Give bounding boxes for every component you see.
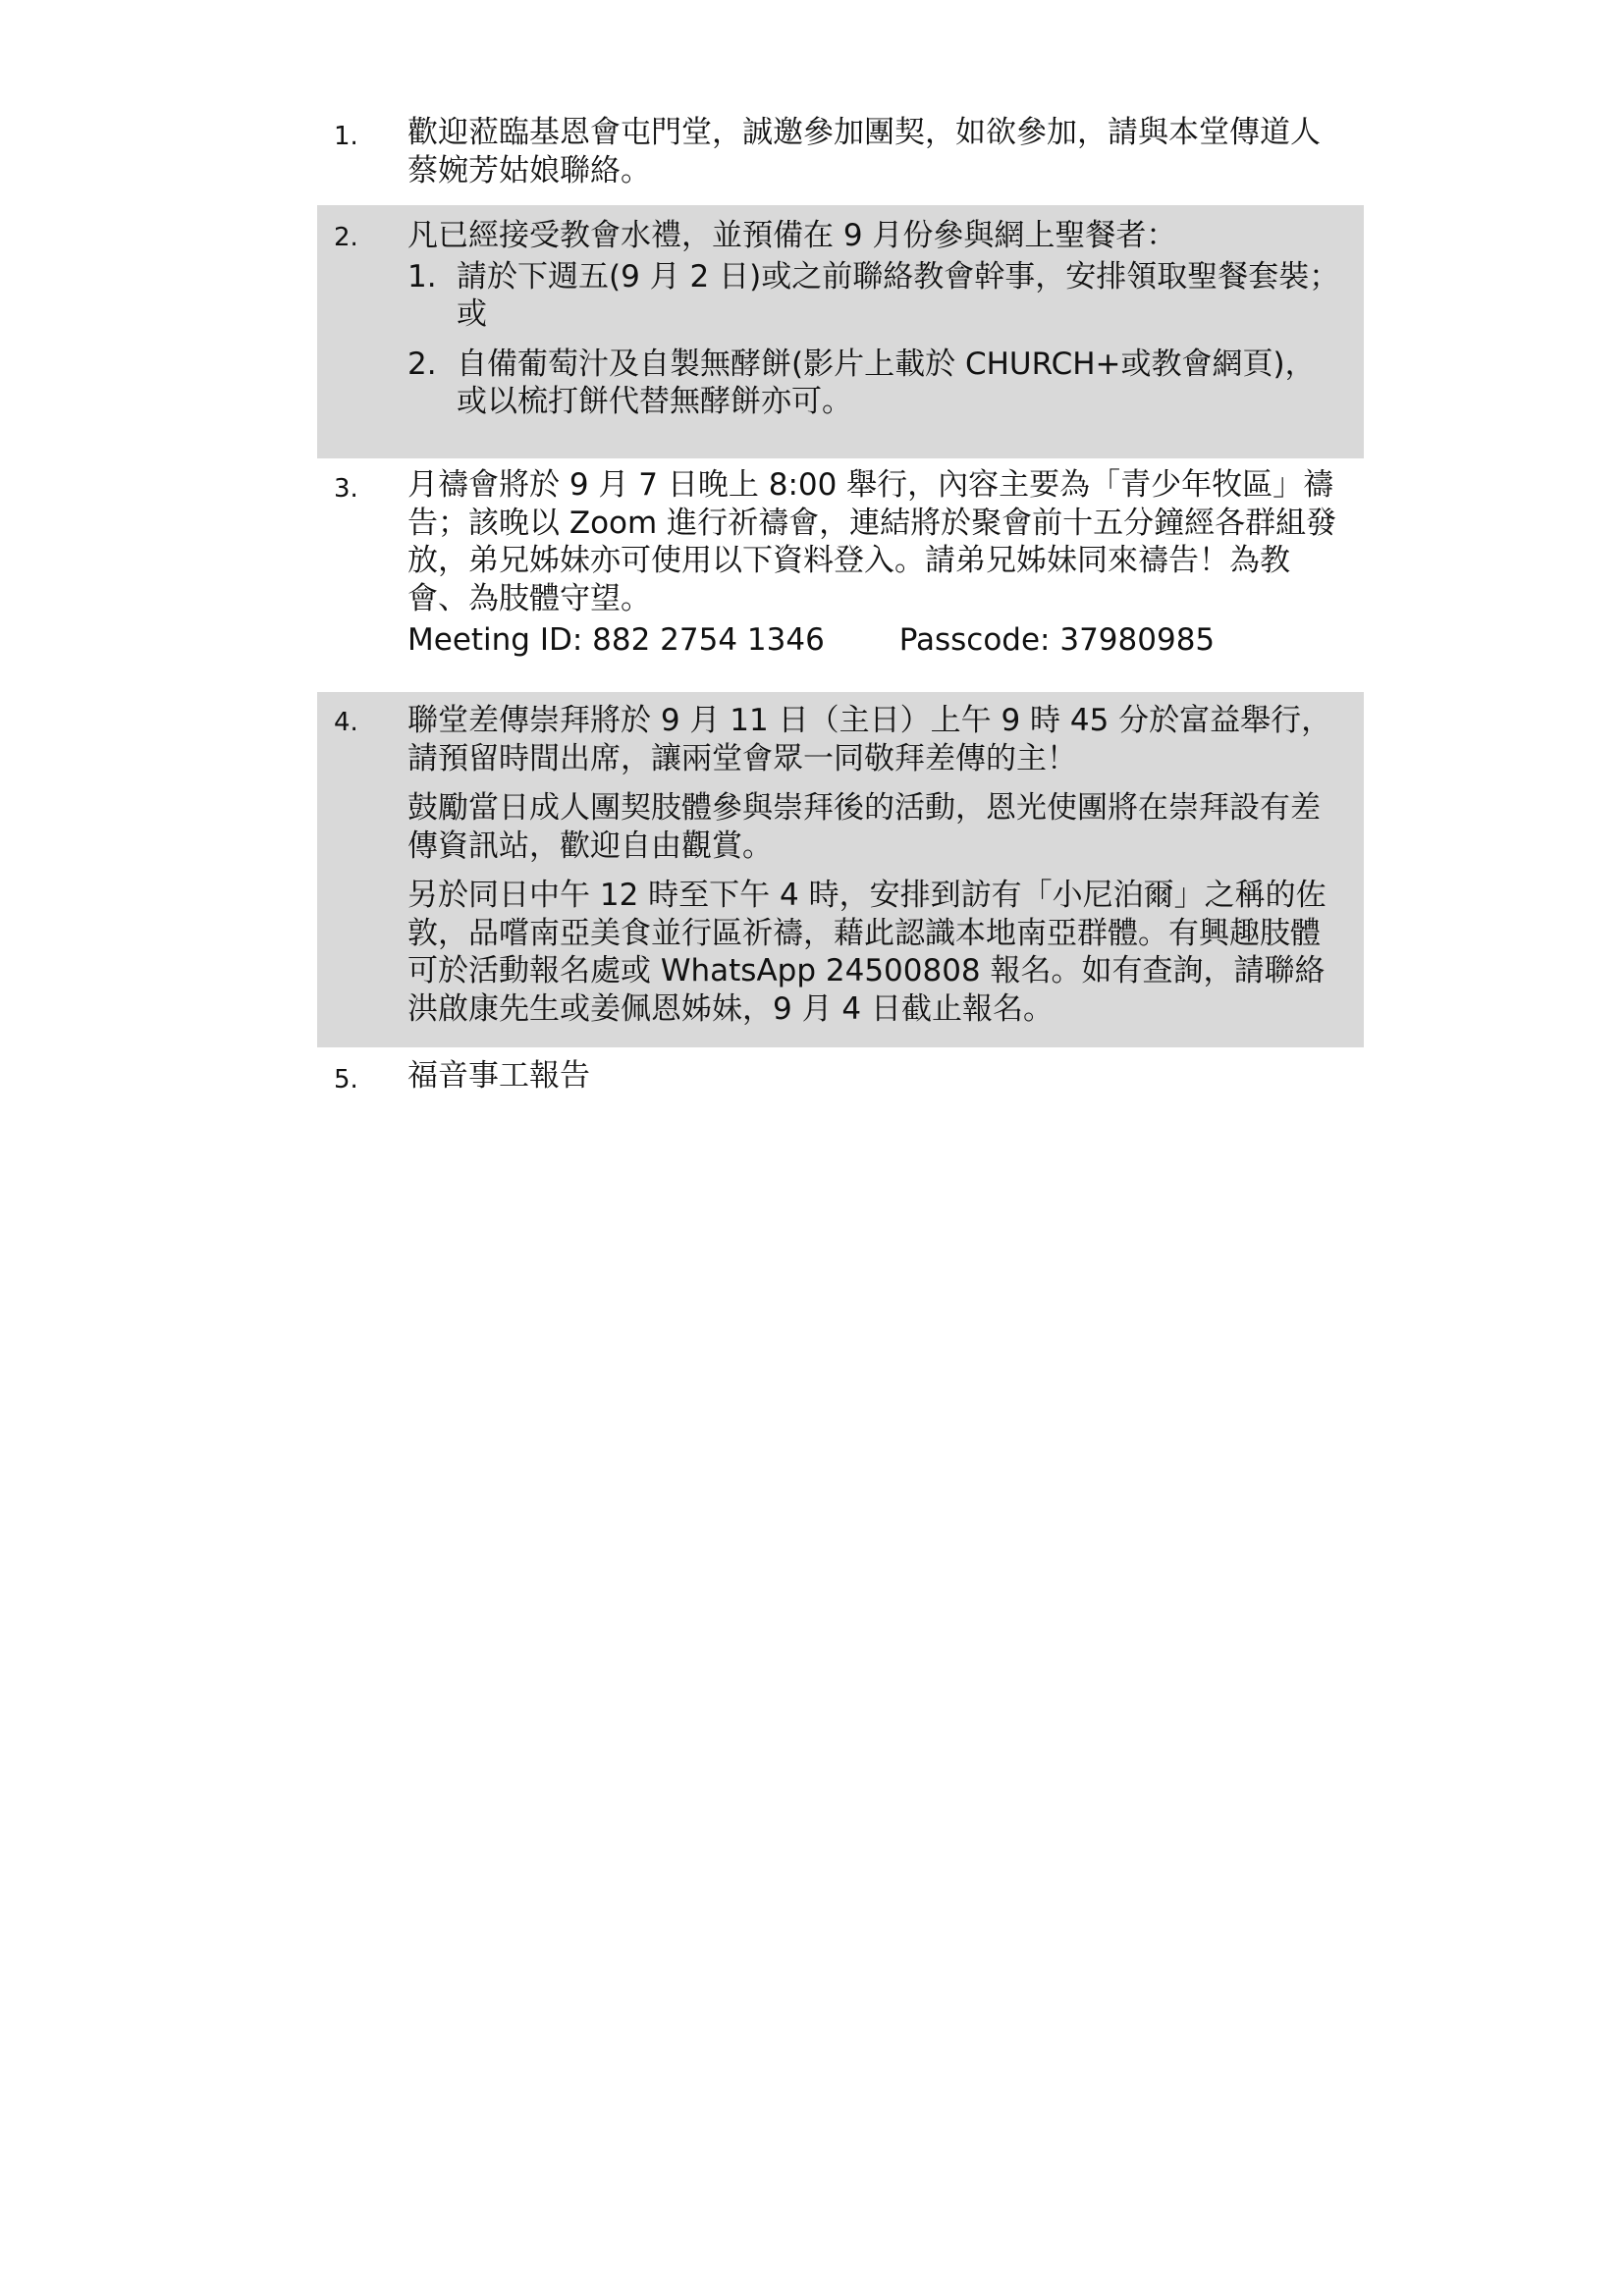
item-intro: 凡已經接受教會水禮，並預備在 9 月份參與網上聖餐者： bbox=[407, 218, 1177, 253]
item-paragraph: 另於同日中午 12 時至下午 4 時，安排到訪有「小尼泊爾」之稱的佐敦，品嚐南亞美食並行區祈禱，藉此認識本地南亞群體。有興趣肢體可於活動報名處或 WhatsApp 24500808 報名。如有查詢，請聯絡洪啟康先生或姜佩恩姊妹，9 月 4 日截止報名。 bbox=[407, 878, 1326, 1027]
sub-item bbox=[407, 258, 1348, 334]
sub-item bbox=[407, 346, 1348, 421]
item-text: 歡迎蒞臨基恩會屯門堂，誠邀參加團契，如欲參加，請與本堂傳道人蔡婉芳姑娘聯絡。 bbox=[407, 115, 1321, 188]
announcement-3 bbox=[317, 466, 1364, 660]
item-number: 5. bbox=[334, 1065, 358, 1095]
item-number: 4. bbox=[334, 708, 358, 737]
sub-item-text: 請於下週五(9 月 2 日)或之前聯絡教會幹事，安排領取聖餐套裝；或 bbox=[457, 258, 1340, 332]
item-number: 3. bbox=[334, 474, 358, 504]
meeting-id: 882 2754 1346 bbox=[592, 622, 825, 658]
passcode: 37980985 bbox=[1059, 622, 1216, 658]
sub-item-text: 自備葡萄汁及自製無酵餅(影片上載於 CHURCH+或教會網頁)， 或以梳打餅代替無酵餅亦可。 bbox=[457, 346, 1316, 419]
announcement-2 bbox=[317, 205, 1364, 458]
meeting-id-label: Meeting ID: bbox=[407, 622, 583, 658]
passcode-label: Passcode: bbox=[898, 622, 1051, 658]
sub-item-number: 1. bbox=[407, 258, 437, 294]
item-paragraph: 鼓勵當日成人團契肢體參與崇拜後的活動，恩光使團將在崇拜設有差傳資訊站，歡迎自由觀賞。 bbox=[407, 790, 1321, 864]
item-paragraph: 聯堂差傳崇拜將於 9 月 11 日（主日）上午 9 時 45 分於富益舉行，請預留時間出席，讓兩堂會眾一同敬拜差傳的主！ bbox=[407, 703, 1332, 776]
item-number: 2. bbox=[334, 223, 358, 252]
item-text: 月禱會將於 9 月 7 日晚上 8:00 舉行，內容主要為「青少年牧區」禱告；該晚以 Zoom 進行祈禱會，連結將於聚會前十五分鐘經各群組發放，弟兄姊妹亦可使用以下資料登入。請弟兄姊妹同來禱告！為教會、為肢體守望。 bbox=[407, 467, 1337, 616]
meeting-info bbox=[407, 620, 1348, 660]
item-number: 1. bbox=[334, 122, 358, 151]
announcement-4 bbox=[317, 692, 1364, 1047]
announcement-5 bbox=[317, 1057, 1364, 1095]
announcement-1 bbox=[317, 114, 1364, 189]
sub-item-number: 2. bbox=[407, 346, 437, 382]
item-text: 福音事工報告 bbox=[407, 1058, 590, 1094]
